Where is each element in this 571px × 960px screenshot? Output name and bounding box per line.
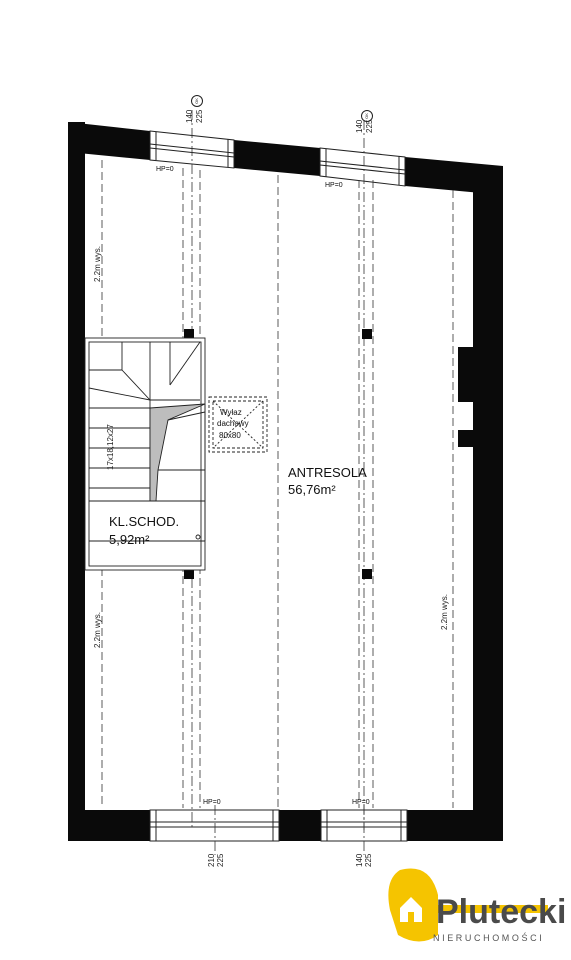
hp-bottom-right: HP=0 (352, 799, 370, 806)
height-label-left-top: 2.2m wys. (93, 245, 102, 282)
roof-hatch-label-1: Wyłaz (220, 408, 242, 417)
window-bottom-left (150, 810, 279, 841)
top-wall-mid (234, 140, 320, 176)
main-room-area: 56,76m² (288, 482, 336, 497)
stair-room-area: 5,92m² (109, 532, 150, 547)
hp-top-right: HP=0 (325, 182, 343, 189)
dim-bottom-left-w: 210 (207, 853, 216, 867)
dim-bottom-right-w: 140 (355, 853, 364, 867)
window-top-right (320, 148, 405, 186)
stair-spec-label: 17x18,12x27 (106, 424, 115, 470)
tag-top-right: OK (361, 110, 373, 122)
logo-name: Plutecki (436, 893, 567, 931)
main-room-name: ANTRESOLA (288, 465, 367, 480)
dim-bottom-left-h: 225 (216, 853, 225, 867)
stair-room-name: KL.SCHOD. (109, 514, 180, 529)
height-label-right: 2.2m wys. (440, 593, 449, 630)
hp-top-left: HP=0 (156, 166, 174, 173)
right-wall (473, 166, 503, 841)
roof-hatch-label-3: 80x80 (219, 431, 241, 440)
dim-top-right-h: 225 (365, 119, 374, 133)
left-wall (68, 122, 85, 840)
height-label-left-bottom: 2.2m wys. (93, 611, 102, 648)
dim-top-left-w: 140 (185, 109, 194, 123)
right-wall-niche-2 (458, 430, 474, 447)
bottom-wall-mid (279, 810, 321, 841)
dim-top-right-w: 140 (355, 119, 364, 133)
logo-subtitle: NIERUCHOMOŚCI (433, 933, 545, 943)
right-wall-niche-1 (458, 347, 474, 402)
bottom-wall-left (68, 810, 150, 841)
hp-bottom-left: HP=0 (203, 799, 221, 806)
roof-hatch-label-2: dachowy (217, 419, 249, 428)
dim-bottom-right-h: 225 (364, 853, 373, 867)
dim-top-left-h: 225 (195, 109, 204, 123)
tag-top-left: OK (191, 95, 203, 107)
bottom-wall-right (407, 810, 503, 841)
